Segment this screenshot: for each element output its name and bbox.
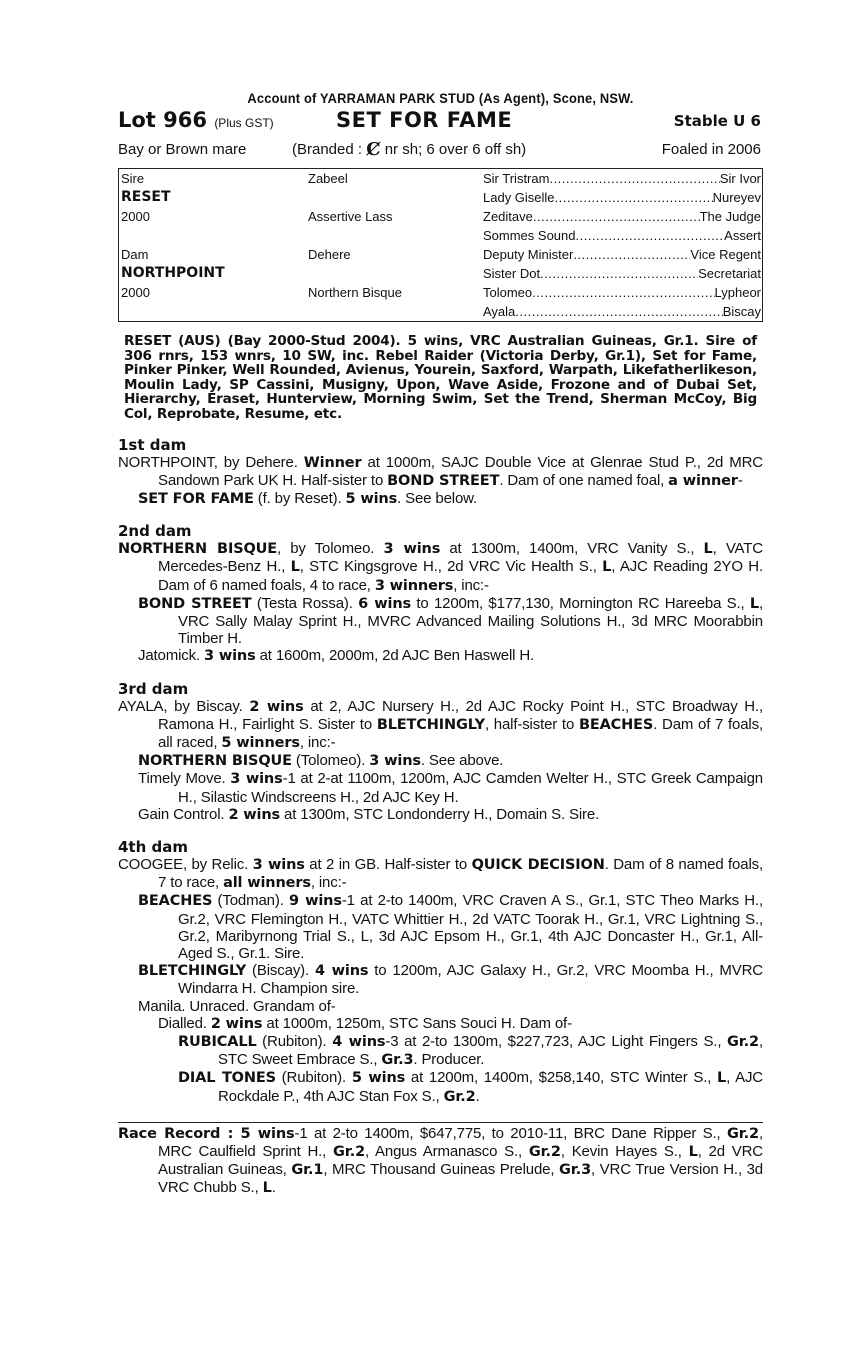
section-paragraph: BEACHES (Todman). 9 wins-1 at 2-to 1400m, VRC Craven A S., Gr.1, STC Theo Marks H., Gr.2, VRC Flemington H., VATC Whittier H., 2d VATC Toorak H., Gr.1, VRC Lightning S., Gr.2, Maribyrnong Trial S., L, 3d AJC Epsom H., Gr.1, 4th AJC Doncaster H., Gr.1, All-Aged S., Gr.1. Sire. — [138, 892, 763, 963]
section-paragraph: BOND STREET (Testa Rossa). 6 wins to 1200m, $177,130, Mornington RC Hareeba S., L, VRC Sally Malay Sprint H., MVRC Advanced Mailing Solutions H., 3d MRC Moorabbin Timber H. — [138, 594, 763, 648]
bold-text: Gr.2 — [443, 1088, 476, 1105]
section-paragraph: Gain Control. 2 wins at 1300m, STC Londonderry H., Domain S. Sire. — [138, 805, 600, 823]
bold-text: Race Record : 5 wins — [118, 1125, 295, 1142]
bold-text: Gr.2 — [726, 1034, 759, 1051]
ancestor: Sommes Sound — [483, 228, 576, 243]
bold-text: all winners — [223, 875, 311, 892]
bold-text: NORTHERN BISQUE — [138, 753, 292, 770]
foaled-year: Foaled in 2006 — [661, 141, 761, 158]
ancestor: Lady Giselle — [483, 190, 555, 205]
bold-text: 4 wins — [332, 1034, 386, 1051]
section-paragraph: BLETCHINGLY (Biscay). 4 wins to 1200m, AJC Galaxy H., Gr.2, VRC Moomba H., MVRC Windarra H. Champion sire. — [138, 962, 763, 998]
section-paragraph: COOGEE, by Relic. 3 wins at 2 in GB. Half-sister to QUICK DECISION. Dam of 8 named foals, 7 to race, all winners, inc:- — [118, 856, 763, 892]
vendor-account: Account of YARRAMAN PARK STUD (As Agent), Scone, NSW. — [247, 90, 634, 106]
section-paragraph: AYALA, by Biscay. 2 wins at 2, AJC Nursery H., 2d AJC Rocky Point H., STC Broadway H., Ramona H., Fairlight S. Sister to BLETCHINGLY, half-sister to BEACHES. Dam of 7 foals, all raced, 5 winners, inc:- — [118, 697, 763, 751]
bold-text: 3 wins — [369, 753, 421, 770]
section-title: 1st dam — [118, 435, 187, 454]
bold-text: BOND STREET — [138, 595, 252, 612]
bold-text: 3 wins — [252, 857, 305, 874]
dam-label: Dam — [121, 247, 149, 262]
color-sex: Bay or Brown mare — [118, 141, 247, 158]
leader-dots — [573, 245, 690, 264]
brand-prefix: (Branded : — [292, 141, 363, 158]
race-record: Race Record : 5 wins-1 at 2-to 1400m, $647,775, to 2010-11, BRC Dane Ripper S., Gr.2, MRC Caulfield Sprint H., Gr.2, Angus Armanasco S., Gr.2, Kevin Hayes S., L, 2d VRC Australian Guineas, Gr.1, MRC Thousand Guineas Prelude, Gr.3, VRC True Version H., 3d VRC Chubb S., L. — [118, 1122, 763, 1198]
catalogue-page — [118, 88, 763, 1198]
dam-name: NORTHPOINT — [121, 265, 225, 281]
leader-dots — [515, 302, 722, 321]
bold-text: 6 wins — [358, 595, 412, 612]
brand-mark-icon: Ȼ — [366, 139, 381, 160]
bold-text: L — [703, 541, 713, 558]
ancestor: Sister Dot — [483, 266, 541, 281]
bold-text: 2 wins — [249, 698, 304, 715]
sire-year: 2000 — [121, 209, 150, 224]
leader-dots — [549, 169, 719, 188]
leader-dots — [540, 264, 698, 283]
ancestor-sire: Sir Ivor — [719, 171, 761, 186]
section-title: 2nd dam — [118, 522, 192, 541]
pedigree-col-parents — [121, 169, 306, 302]
bold-text: 5 wins — [351, 1070, 406, 1087]
pedigree-col-grandparents — [308, 169, 478, 302]
stable-number: Stable U 6 — [673, 112, 761, 130]
section-paragraph: NORTHERN BISQUE, by Tolomeo. 3 wins at 1300m, 1400m, VRC Vanity S., L, VATC Mercedes-Benz H., L, STC Kingsgrove H., 2d VRC Vic Health S., L, AJC Reading 2YO H. Dam of 6 named foals, 4 to race, 3 winners, inc:- — [118, 540, 763, 594]
ancestor: Zeditave — [483, 209, 533, 224]
sire-name: RESET — [121, 189, 171, 205]
section-paragraph: SET FOR FAME (f. by Reset). 5 wins. See below. — [138, 489, 478, 507]
bold-text: 3 wins — [230, 771, 283, 788]
lot-line — [118, 108, 763, 136]
bold-text: Gr.2 — [528, 1144, 561, 1161]
bold-text: L — [602, 559, 612, 576]
bold-text: BOND STREET — [387, 472, 500, 489]
dam-section — [118, 838, 763, 1106]
section-paragraph: NORTHPOINT, by Dehere. Winner at 1000m, SAJC Double Vice at Glenrae Stud P., 2d MRC Sandown Park UK H. Half-sister to BOND STREET. Dam of one named foal, a winner- — [118, 453, 763, 489]
ancestor-sire: The Judge — [699, 209, 761, 224]
bold-text: SET FOR FAME — [138, 490, 254, 507]
plus-gst: (Plus GST) — [214, 116, 274, 130]
spacer — [308, 188, 478, 207]
section-paragraph: DIAL TONES (Rubiton). 5 wins at 1200m, 1400m, $258,140, STC Winter S., L, AJC Rockdale P., 4th AJC Stan Fox S., Gr.2. — [178, 1069, 763, 1105]
dam-year: 2000 — [121, 285, 150, 300]
section-paragraph: Timely Move. 3 wins-1 at 2-at 1100m, 1200m, AJC Camden Welter H., STC Greek Campaign H., Silastic Windscreens H., 2d AJC Key H. — [138, 770, 763, 806]
leader-dots — [532, 283, 714, 302]
bold-text: Gr.3 — [381, 1052, 414, 1069]
bold-text: a winner — [668, 472, 738, 489]
bold-text: L — [749, 595, 759, 612]
ancestor-sire: Vice Regent — [690, 247, 761, 262]
section-title: 4th dam — [118, 838, 188, 857]
pedigree-row — [483, 245, 761, 264]
pedigree-col-great-grandparents — [483, 169, 761, 321]
bold-text: BEACHES — [138, 893, 213, 910]
dam-section — [118, 680, 763, 824]
bold-text: QUICK DECISION — [471, 857, 605, 874]
leader-dots — [555, 188, 713, 207]
bold-text: 5 winners — [221, 735, 300, 751]
section-paragraph: Manila. Unraced. Grandam of- — [138, 997, 336, 1015]
bold-text: Gr.1 — [291, 1162, 324, 1179]
horse-name: SET FOR FAME — [336, 108, 513, 132]
ancestor: Sir Tristram — [483, 171, 550, 186]
pedigree-row — [483, 188, 761, 207]
section-paragraph: RUBICALL (Rubiton). 4 wins-3 at 2-to 1300m, $227,723, AJC Light Fingers S., Gr.2, STC Sweet Embrace S., Gr.3. Producer. — [178, 1033, 763, 1069]
bold-text: 3 wins — [383, 541, 441, 558]
section-paragraph: Dialled. 2 wins at 1000m, 1250m, STC Sans Souci H. Dam of- — [158, 1014, 572, 1032]
granddam-paternal: Assertive Lass — [308, 209, 393, 224]
leader-dots — [576, 226, 725, 245]
bold-text: 3 wins — [204, 648, 256, 665]
dam-section — [118, 436, 763, 509]
pedigree-row — [483, 264, 761, 283]
ancestor-sire: Biscay — [722, 304, 761, 319]
ancestor-sire: Nureyev — [712, 190, 761, 205]
bold-text: RUBICALL — [178, 1034, 257, 1051]
dam-section — [118, 522, 763, 665]
ancestor-sire: Secretariat — [698, 266, 761, 281]
bold-text: BLETCHINGLY — [138, 963, 247, 980]
pedigree-table — [118, 168, 763, 322]
pedigree-row — [483, 226, 761, 245]
spacer — [308, 226, 478, 245]
pedigree-row — [483, 302, 761, 321]
section-paragraph: Jatomick. 3 wins at 1600m, 2000m, 2d AJC Ben Haswell H. — [138, 647, 535, 665]
ancestor: Deputy Minister — [483, 247, 574, 262]
bold-text: Winner — [303, 454, 362, 471]
bold-text: 4 wins — [314, 963, 369, 980]
bold-text: L — [717, 1070, 727, 1087]
leader-dots — [533, 207, 700, 226]
ancestor-sire: Lypheor — [714, 285, 761, 300]
pedigree-row — [483, 207, 761, 226]
brand-suffix: nr sh; 6 over 6 off sh) — [384, 141, 527, 158]
bold-text: Gr.2 — [333, 1144, 366, 1161]
dam-sections — [118, 436, 763, 1106]
pedigree-row — [483, 283, 761, 302]
bold-text: NORTHERN BISQUE — [118, 541, 278, 558]
lot-number — [118, 108, 274, 132]
spacer — [121, 226, 306, 245]
bold-text: BLETCHINGLY — [376, 716, 485, 733]
description-line — [118, 136, 763, 164]
bold-text: BEACHES — [578, 716, 654, 733]
bold-text: L — [262, 1180, 272, 1197]
spacer — [308, 264, 478, 283]
ancestor-sire: Assert — [724, 228, 761, 243]
bold-text: Gr.3 — [559, 1162, 592, 1179]
lot-label: Lot 966 — [118, 108, 207, 132]
brand-description — [292, 136, 526, 164]
bold-text: DIAL TONES — [178, 1070, 276, 1087]
ancestor: Tolomeo — [483, 285, 533, 300]
bold-text: 2 wins — [228, 806, 281, 823]
bold-text: L — [290, 559, 300, 576]
section-paragraph: NORTHERN BISQUE (Tolomeo). 3 wins. See above. — [138, 752, 504, 770]
bold-text: 5 wins — [345, 490, 398, 507]
granddam-maternal: Northern Bisque — [308, 285, 402, 300]
bold-text: 9 wins — [289, 893, 342, 910]
sire-summary: RESET (AUS) (Bay 2000-Stud 2004). 5 wins, VRC Australian Guineas, Gr.1. Sire of 306 rnrs, 153 wnrs, 10 SW, inc. Rebel Raider (Victoria Derby, Gr.1), Set for Fame, Pinker Pinker, Well Rounded, Avienus, Yourein, Saxford, Warpath, Likefatherlikeson, Moulin Lady, SP Cassini, Musigny, Upon, Wave Aside, Frozone and of Dubai Set, Hierarchy, Eraset, Hunterview, Morning Swim, Set the Trend, Sherman McCoy, Big Col, Reprobate, Resume, etc. — [124, 333, 757, 422]
section-title: 3rd dam — [118, 679, 189, 698]
pedigree-row — [483, 169, 761, 188]
bold-text: 2 wins — [210, 1015, 263, 1032]
ancestor: Ayala — [483, 304, 516, 319]
sire-label: Sire — [121, 171, 145, 186]
grandsire-paternal: Zabeel — [308, 171, 348, 186]
bold-text: 3 winners — [374, 577, 454, 594]
bold-text: L — [688, 1144, 698, 1161]
grandsire-maternal: Dehere — [308, 247, 351, 262]
bold-text: Gr.2 — [727, 1125, 759, 1142]
